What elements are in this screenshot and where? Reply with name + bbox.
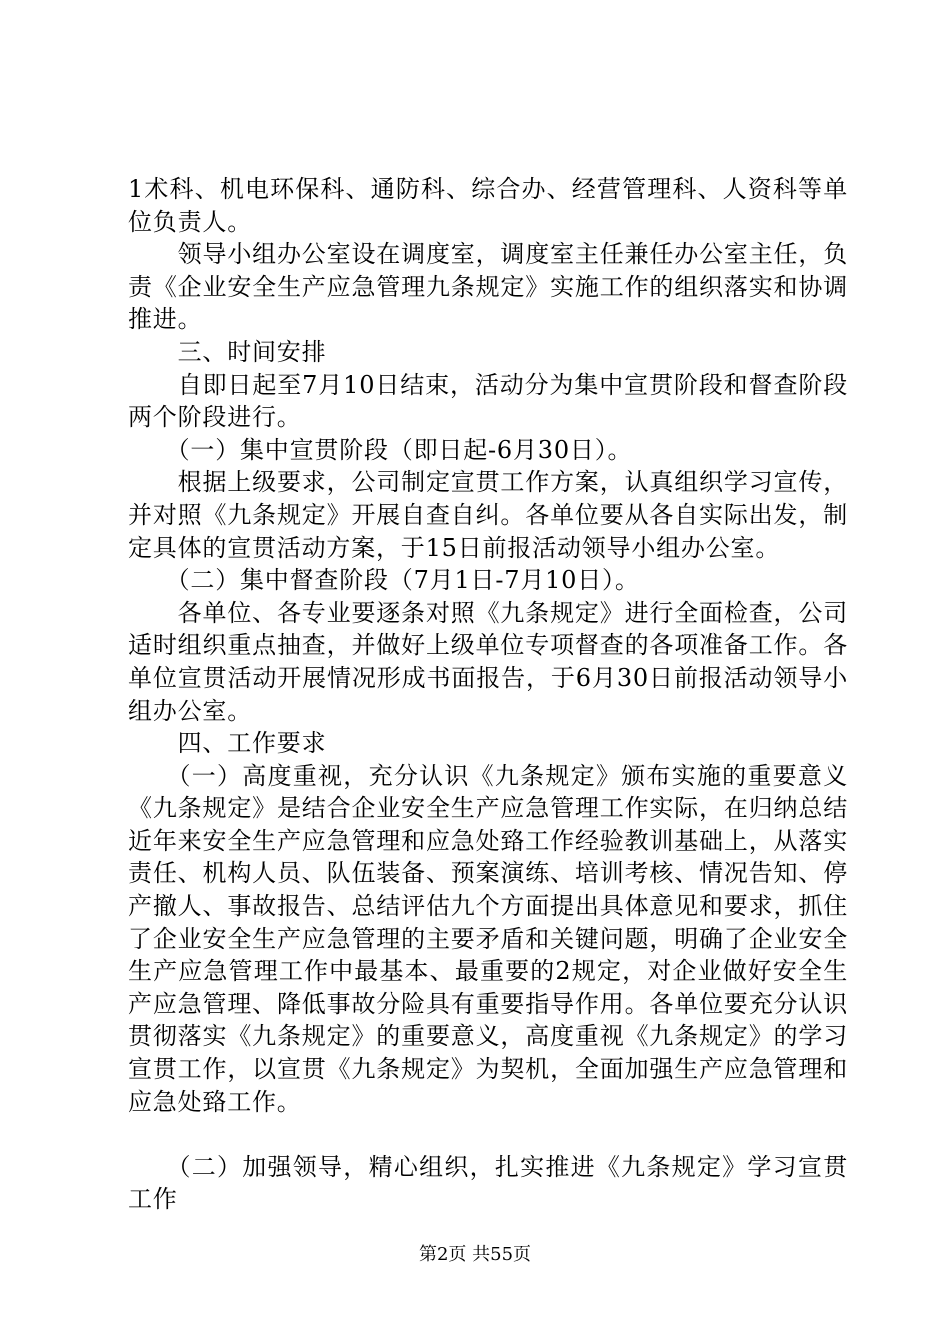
paragraph-7: （二）加强领导，精心组织，扎实推进《九条规定》学习宣贯工作 xyxy=(128,1152,848,1214)
paragraph-5: 各单位、各专业要逐条对照《九条规定》进行全面检查，公司适时组织重点抽查，并做好上级单位专项督查的各项准备工作。各单位宣贯活动开展情况形成书面报告，于6月30日前报活动领导小组办公室。 xyxy=(128,598,848,725)
subheading-2: （二）集中督查阶段（7月1日-7月10日）。 xyxy=(128,566,640,595)
section-heading-3: 三、时间安排 xyxy=(128,337,327,366)
blank-line xyxy=(128,1118,848,1151)
paragraph-6: （一）高度重视，充分认识《九条规定》颁布实施的重要意义《九条规定》是结合企业安全生产应急管理工作实际，在归纳总结近年来安全生产应急管理和应急处臵工作经验教训基础上，从落实责任、机构人员、队伍装备、预案演练、培训考核、情况告知、停产撤人、事故报告、总结评估九个方面提出具体意见和要求，抓住了企业安全生产应急管理的主要矛盾和关键问题，明确了企业安全生产应急管理工作中最基本、最重要的2规定，对企业做好安全生产应急管理、降低事故分险具有重要指导作用。各单位要充分认识贯彻落实《九条规定》的重要意义，高度重视《九条规定》的学习宣贯工作，以宣贯《九条规定》为契机，全面加强生产应急管理和应急处臵工作。 xyxy=(128,761,848,1116)
paragraph-3: 自即日起至7月10日结束，活动分为集中宣贯阶段和督查阶段两个阶段进行。 xyxy=(128,370,848,432)
paragraph-4: 根据上级要求，公司制定宣贯工作方案，认真组织学习宣传，并对照《九条规定》开展自查自纠。各单位要从各自实际出发，制定具体的宣贯活动方案，于15日前报活动领导小组办公室。 xyxy=(128,468,848,562)
document-body xyxy=(128,173,848,1216)
paragraph-1: 1术科、机电环保科、通防科、综合办、经营管理科、人资科等单位负责人。 xyxy=(128,175,848,236)
subheading-1: （一）集中宣贯阶段（即日起-6月30日）。 xyxy=(128,435,633,464)
page-number-footer: 第2页 共55页 xyxy=(418,1244,532,1265)
section-heading-4: 四、工作要求 xyxy=(128,729,327,758)
paragraph-2: 领导小组办公室设在调度室，调度室主任兼任办公室主任，负责《企业安全生产应急管理九条规定》实施工作的组织落实和协调推进。 xyxy=(128,240,848,334)
